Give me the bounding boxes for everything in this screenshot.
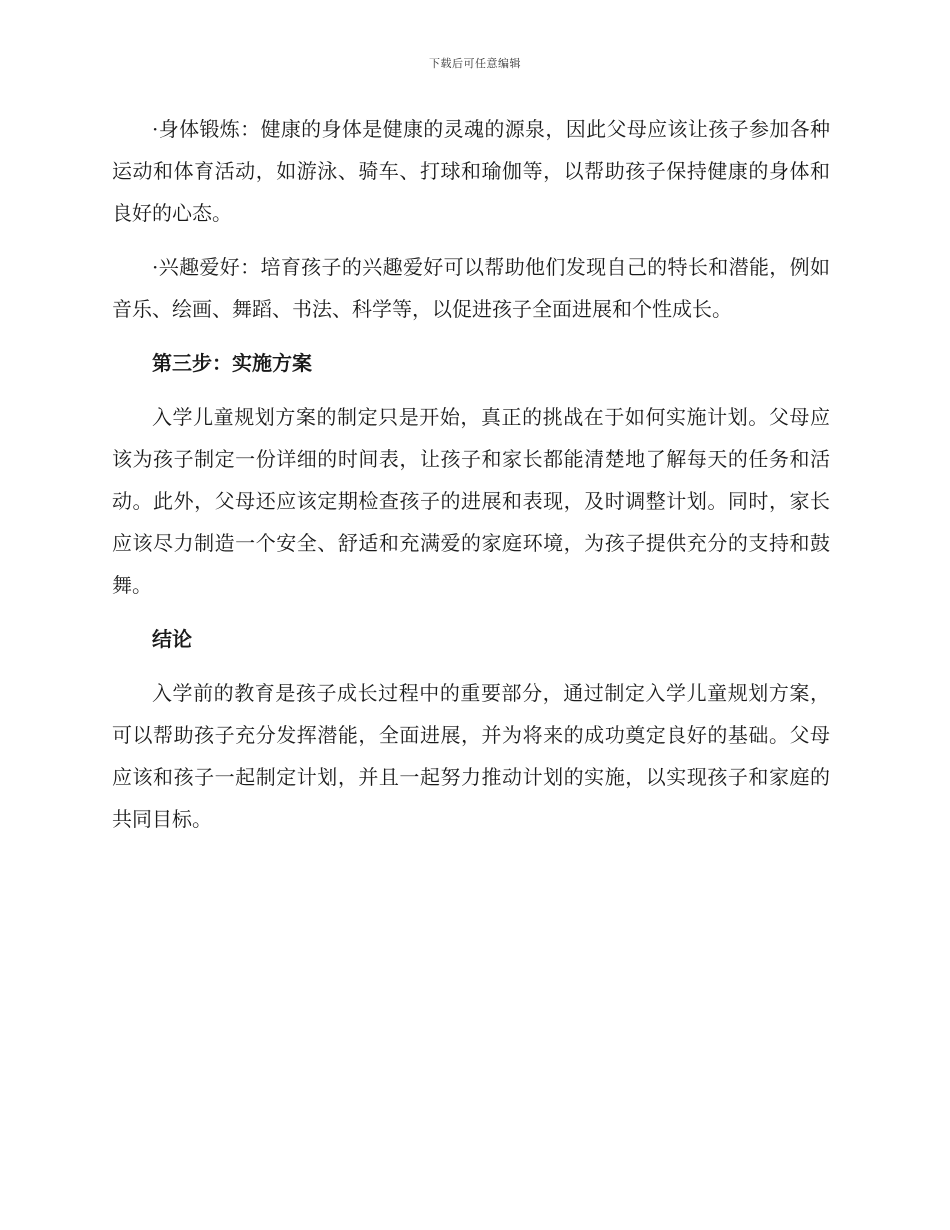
- paragraph-conclusion: 入学前的教育是孩子成长过程中的重要部分，通过制定入学儿童规划方案，可以帮助孩子充分发挥潜能，全面进展，并为将来的成功奠定良好的基础。父母应该和孩子一起制定计划，并且一起努力推动计划的实施，以实现孩子和家庭的共同目标。: [112, 681, 830, 831]
- heading-conclusion: 结论: [152, 627, 192, 651]
- document-body: [112, 108, 830, 852]
- paragraph-hobbies: ·兴趣爱好：培育孩子的兴趣爱好可以帮助他们发现自己的特长和潜能，例如音乐、绘画、舞蹈、书法、科学等，以促进孩子全面进展和个性成长。: [112, 255, 830, 321]
- heading-step-three: 第三步：实施方案: [152, 351, 312, 375]
- page-header: 下载后可任意编辑: [429, 57, 521, 70]
- paragraph-implementation: 入学儿童规划方案的制定只是开始，真正的挑战在于如何实施计划。父母应该为孩子制定一份详细的时间表，让孩子和家长都能清楚地了解每天的任务和活动。此外，父母还应该定期检查孩子的进展和表现，及时调整计划。同时，家长应该尽力制造一个安全、舒适和充满爱的家庭环境，为孩子提供充分的支持和鼓舞。: [112, 405, 830, 597]
- paragraph-physical-exercise: ·身体锻炼：健康的身体是健康的灵魂的源泉，因此父母应该让孩子参加各种运动和体育活动，如游泳、骑车、打球和瑜伽等，以帮助孩子保持健康的身体和良好的心态。: [112, 117, 830, 225]
